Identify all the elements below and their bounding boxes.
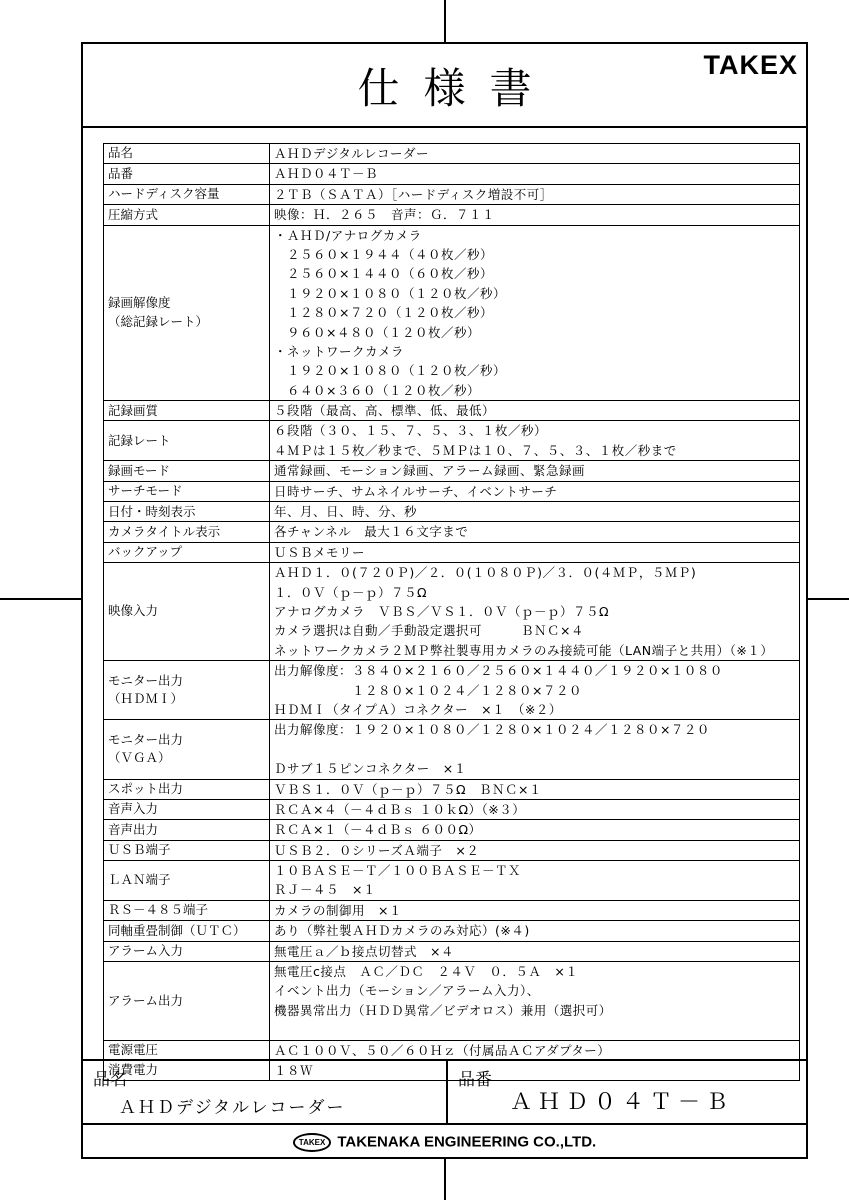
- spec-row: [104, 563, 800, 661]
- footer-name-label: 品名: [93, 1070, 127, 1090]
- spec-value-line: ９６０×４８０（１２０枚／秒）: [274, 324, 480, 340]
- spec-value-line: ＲＣＡ×１（－４ｄＢｓ ６００Ω）: [274, 822, 482, 838]
- spec-value: [270, 941, 800, 961]
- spec-value-line: ＶＢＳ１．０Ｖ（ｐ－ｐ）７５Ω ＢＮＣ×１: [274, 781, 543, 797]
- spec-row: [104, 421, 800, 461]
- spec-value-line: ＡＨＤデジタルレコーダー: [274, 146, 429, 161]
- spec-value: [270, 820, 800, 840]
- spec-key: 圧縮方式: [104, 205, 270, 225]
- spec-value-line: ２５６０×１４４０（６０枚／秒）: [274, 266, 493, 282]
- spec-value-line: ６４０×３６０（１２０枚／秒）: [274, 382, 480, 398]
- spec-row: [104, 401, 800, 421]
- spec-key: 記録レート: [104, 421, 270, 461]
- company-badge-logo: TAKEX: [293, 1133, 332, 1152]
- spec-value-line: 通常録画、モーション録画、アラーム録画、緊急録画: [274, 463, 586, 479]
- spec-row: [104, 840, 800, 860]
- footer-number-value: ＡＨＤ０４Ｔ－Ｂ: [510, 1090, 735, 1115]
- spec-row: [104, 820, 800, 840]
- spec-value: [270, 144, 800, 164]
- header: [83, 44, 806, 128]
- company-name: [83, 1133, 806, 1152]
- spec-row: [104, 164, 800, 184]
- spec-value: [270, 401, 800, 421]
- spec-row: [104, 921, 800, 941]
- spec-value: [270, 225, 800, 401]
- spec-value-line: ＲＪ－４５ ×１: [274, 882, 376, 898]
- spec-value-line: ２ＴＢ（ＳＡＴＡ）［ハードディスク増設不可］: [274, 186, 553, 202]
- page-title: 仕様書: [357, 64, 556, 113]
- spec-key: アラーム出力: [104, 962, 270, 1041]
- spec-value: [270, 861, 800, 901]
- spec-value: [270, 921, 800, 941]
- spec-value-line: ＡＨＤ０４Ｔ－Ｂ: [274, 166, 379, 182]
- registration-mark-right: [807, 598, 849, 600]
- brand-logo: TAKEX: [703, 50, 798, 80]
- spec-value-line: １２８０×７２０（１２０枚／秒）: [274, 305, 493, 321]
- spec-row: [104, 461, 800, 481]
- spec-sheet-frame: [81, 42, 808, 1159]
- spec-key: 同軸重畳制御（ＵＴＣ）: [104, 921, 270, 941]
- footer-product-number: [448, 1061, 806, 1125]
- spec-value-line: Ｄサブ１５ピンコネクター ×１: [274, 761, 467, 777]
- spec-key: ハードディスク容量: [104, 184, 270, 204]
- spec-value-line: １２８０×１０２４／１２８０×７２０: [274, 682, 582, 698]
- spec-value-line: １９２０×１０８０（１２０枚／秒）: [274, 363, 506, 379]
- spec-value: [270, 164, 800, 184]
- spec-value: [270, 522, 800, 542]
- spec-row: [104, 720, 800, 779]
- spec-value: [270, 779, 800, 799]
- spec-key: 録画モード: [104, 461, 270, 481]
- spec-value-line: ＨＤＭＩ（タイプＡ）コネクター ×１ （※２）: [274, 701, 562, 717]
- spec-row: [104, 205, 800, 225]
- footer-number-label: 品番: [458, 1070, 492, 1090]
- footer: [83, 1059, 806, 1161]
- spec-value-line: １９２０×１０８０（１２０枚／秒）: [274, 285, 506, 301]
- spec-value-line: ・ネットワークカメラ: [274, 343, 405, 359]
- spec-value: [270, 502, 800, 522]
- spec-key: 品番: [104, 164, 270, 184]
- spec-key: 消費電力: [104, 1060, 270, 1080]
- spec-value-line: イベント出力（モーション／アラーム入力）、: [274, 983, 540, 999]
- spec-value: [270, 481, 800, 501]
- spec-value: [270, 799, 800, 819]
- spec-value-line: 各チャンネル 最大１６文字まで: [274, 524, 469, 540]
- company-name-text: TAKENAKA ENGINEERING CO.,LTD.: [337, 1133, 597, 1151]
- spec-value-line: ５段階（最高、高、標準、低、最低）: [274, 403, 496, 419]
- spec-key: バックアップ: [104, 542, 270, 562]
- spec-row: [104, 502, 800, 522]
- spec-value-line: ＡＣ１００Ｖ、５０／６０Ｈｚ（付属品ＡＣアダプター）: [274, 1042, 611, 1058]
- spec-value-line: ６段階（３０、１５、７、５、３、１枚／秒）: [274, 423, 548, 439]
- spec-row: [104, 144, 800, 164]
- spec-value-line: ＵＳＢメモリー: [274, 544, 366, 560]
- spec-row: [104, 861, 800, 901]
- spec-value: [270, 205, 800, 225]
- spec-row: [104, 542, 800, 562]
- spec-value-line: 機器異常出力（ＨＤＤ異常／ビデオロス）兼用（選択可）: [274, 1002, 612, 1018]
- spec-value-line: あり（弊社製ＡＨＤカメラのみ対応）(※４): [274, 923, 530, 939]
- spec-value-line: ・ＡＨＤ/アナログカメラ: [274, 227, 422, 243]
- spec-value-line: カメラの制御用 ×１: [274, 902, 402, 918]
- footer-name-value: ＡＨＤデジタルレコーダー: [119, 1098, 346, 1118]
- spec-key: 品名: [104, 144, 270, 164]
- spec-value: [270, 542, 800, 562]
- spec-row: [104, 184, 800, 204]
- spec-value-line: アナログカメラ ＶＢＳ／ＶＳ１．０Ｖ（ｐ－ｐ）７５Ω: [274, 603, 610, 619]
- spec-row: [104, 481, 800, 501]
- spec-value-line: １８Ｗ: [274, 1062, 314, 1078]
- registration-mark-top: [444, 0, 446, 44]
- spec-row: [104, 900, 800, 920]
- spec-value: [270, 900, 800, 920]
- spec-value: [270, 840, 800, 860]
- spec-row: [104, 522, 800, 542]
- spec-value: [270, 962, 800, 1041]
- spec-value-line: １．０Ｖ（ｐ－ｐ）７５Ω: [274, 584, 428, 600]
- spec-value: [270, 461, 800, 481]
- spec-value: [270, 720, 800, 779]
- spec-key: モニター出力 （ＨＤＭＩ）: [104, 661, 270, 720]
- spec-key: 映像入力: [104, 563, 270, 661]
- spec-row: [104, 1040, 800, 1060]
- spec-value: [270, 1040, 800, 1060]
- spec-value-line: ＵＳＢ２．０シリーズＡ端子 ×２: [274, 842, 480, 858]
- spec-key: スポット出力: [104, 779, 270, 799]
- spec-value-line: ネットワークカメラ２ＭＰ弊社製専用カメラのみ接続可能（LAN端子と共用）（※１）: [274, 642, 774, 658]
- spec-value-line: 年、月、日、時、分、秒: [274, 504, 418, 520]
- spec-value-line: 出力解像度：３８４０×２１６０／２５６０×１４４０／１９２０×１０８０: [274, 663, 723, 679]
- spec-key: ＲＳ－４８５端子: [104, 900, 270, 920]
- spec-value-line: [274, 1020, 795, 1039]
- spec-value: [270, 184, 800, 204]
- spec-key: 日付・時刻表示: [104, 502, 270, 522]
- spec-value-line: 出力解像度：１９２０×１０８０／１２８０×１０２４／１２８０×７２０: [274, 722, 710, 738]
- spec-row: [104, 799, 800, 819]
- spec-key: 音声出力: [104, 820, 270, 840]
- footer-product-name: [83, 1061, 448, 1125]
- spec-key: 電源電圧: [104, 1040, 270, 1060]
- spec-row: [104, 941, 800, 961]
- spec-value-line: ＡＨＤ１．０(７２０Ｐ)／２．０(１０８０Ｐ)／３．０(４ＭＰ，５ＭＰ): [274, 565, 697, 581]
- spec-value-line: ＲＣＡ×４（－４ｄＢｓ １０ｋΩ）（※３）: [274, 801, 526, 817]
- spec-key: 録画解像度 （総記録レート）: [104, 225, 270, 401]
- spec-value-line: ４ＭＰは１５枚／秒まで、５ＭＰは１０、７、５、３、１枚／秒まで: [274, 442, 677, 458]
- spec-value-line: カメラ選択は自動／手動設定選択可 ＢＮＣ×４: [274, 623, 584, 639]
- spec-value-line: 無電圧c接点 ＡＣ／ＤＣ ２４Ｖ ０．５Ａ ×１: [274, 964, 579, 980]
- spec-row: [104, 661, 800, 720]
- spec-key: 音声入力: [104, 799, 270, 819]
- spec-key: モニター出力 （ＶＧＡ）: [104, 720, 270, 779]
- spec-table: [103, 143, 800, 1081]
- spec-value-line: 無電圧ａ／ｂ接点切替式 ×４: [274, 943, 454, 959]
- spec-key: ＬＡＮ端子: [104, 861, 270, 901]
- spec-value-line: 映像：Ｈ．２６５ 音声：Ｇ．７１１: [274, 207, 496, 223]
- spec-row: [104, 779, 800, 799]
- registration-mark-left: [0, 598, 82, 600]
- spec-value-line: [274, 740, 795, 759]
- spec-value: [270, 661, 800, 720]
- spec-key: カメラタイトル表示: [104, 522, 270, 542]
- spec-value: [270, 421, 800, 461]
- spec-value: [270, 563, 800, 661]
- registration-mark-bottom: [444, 1158, 446, 1200]
- spec-key: ＵＳＢ端子: [104, 840, 270, 860]
- spec-value-line: １０ＢＡＳＥ－Ｔ／１００ＢＡＳＥ－ＴＸ: [274, 863, 522, 879]
- spec-row: [104, 225, 800, 401]
- spec-key: サーチモード: [104, 481, 270, 501]
- spec-value-line: 日時サーチ、サムネイルサーチ、イベントサーチ: [274, 483, 558, 499]
- spec-key: 記録画質: [104, 401, 270, 421]
- spec-row: [104, 962, 800, 1041]
- spec-key: アラーム入力: [104, 941, 270, 961]
- spec-value-line: ２５６０×１９４４（４０枚／秒）: [274, 246, 493, 262]
